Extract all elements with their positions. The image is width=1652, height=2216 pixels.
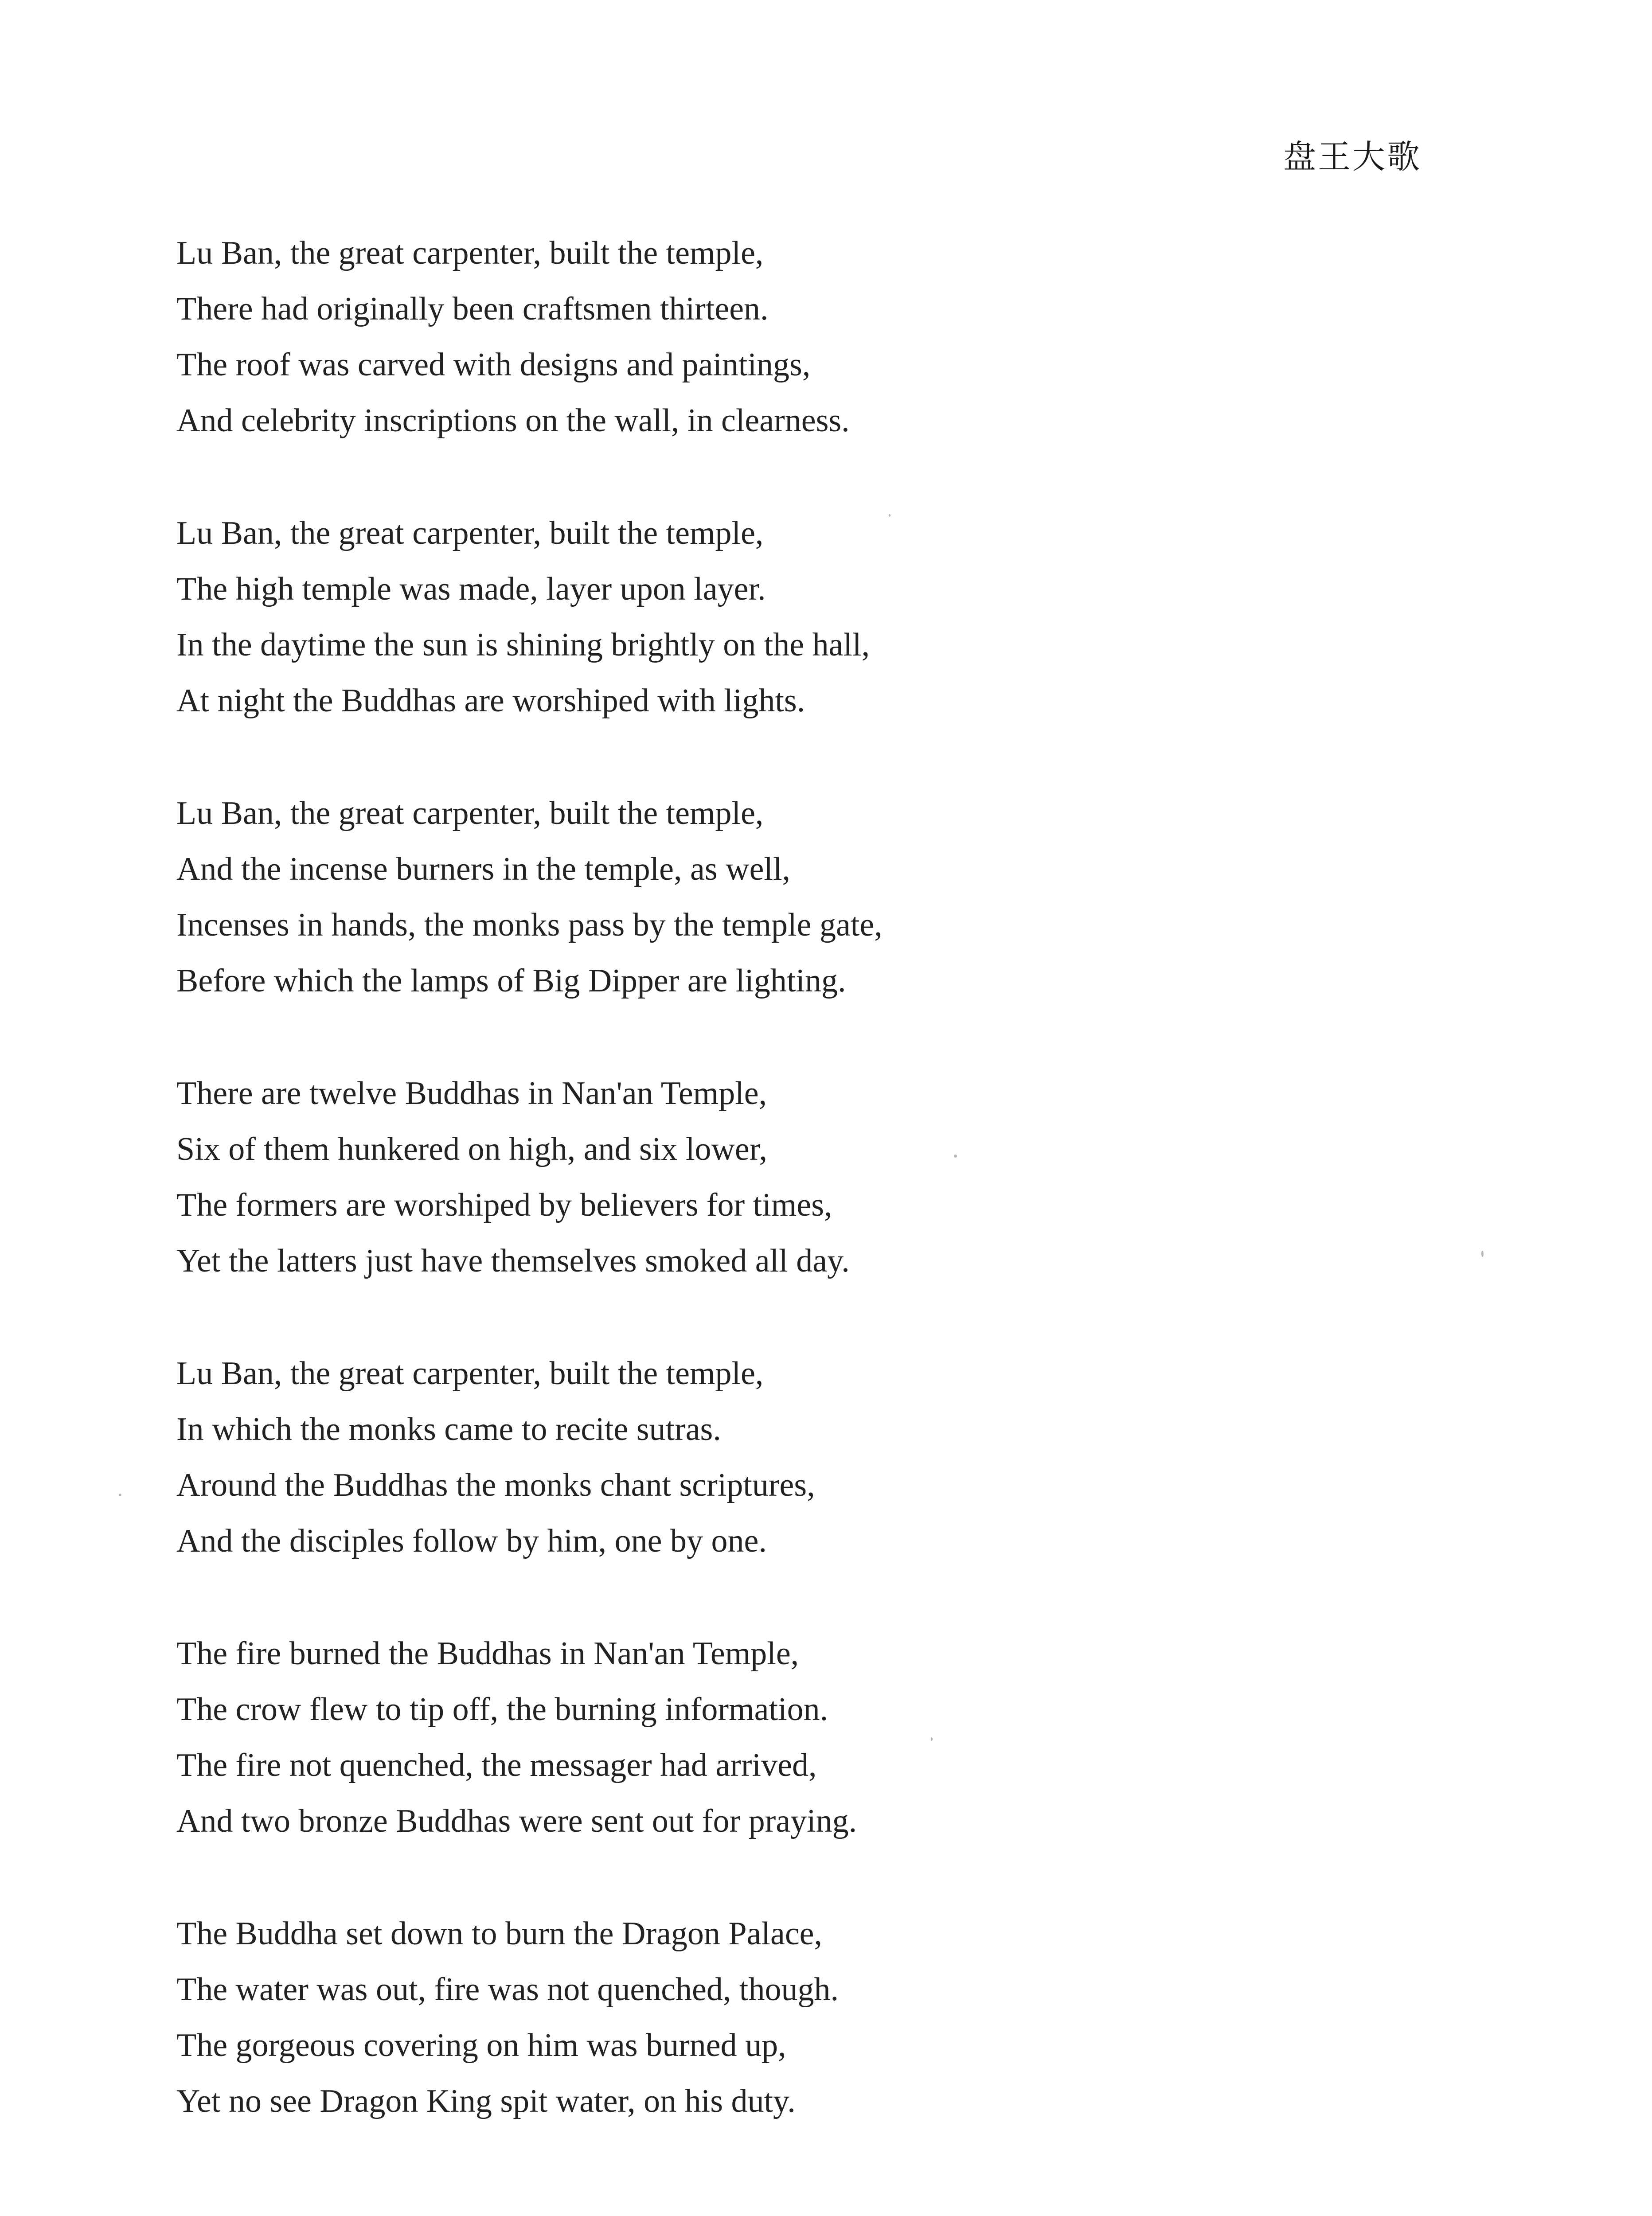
stanza	[176, 505, 1329, 729]
scan-speck	[931, 1737, 933, 1741]
stanza	[176, 785, 1329, 1009]
poem-line: The roof was carved with designs and paintings,	[176, 347, 811, 383]
poem-line: The water was out, fire was not quenched, though.	[176, 1971, 839, 2008]
poem-line: The Buddha set down to burn the Dragon Palace,	[176, 1916, 823, 1952]
scan-speck	[1481, 1251, 1484, 1257]
poem-line: Lu Ban, the great carpenter, built the temple,	[176, 515, 764, 551]
poem-line: Yet the latters just have themselves smoked all day.	[176, 1243, 850, 1279]
poem-line: The gorgeous covering on him was burned up,	[176, 2027, 786, 2064]
poem-line: At night the Buddhas are worshiped with lights.	[176, 683, 805, 719]
poem-line: Lu Ban, the great carpenter, built the temple,	[176, 1355, 764, 1392]
poem-line: The fire not quenched, the messager had arrived,	[176, 1747, 817, 1783]
running-header-title: 盘王大歌	[1283, 138, 1422, 176]
stanza	[176, 1906, 1329, 2129]
poem-line: The fire burned the Buddhas in Nan'an Temple,	[176, 1635, 799, 1672]
stanza	[176, 1346, 1329, 1569]
poem-line: Around the Buddhas the monks chant scriptures,	[176, 1467, 815, 1503]
poem-line: Lu Ban, the great carpenter, built the temple,	[176, 235, 764, 271]
poem-line: In the daytime the sun is shining brightly on the hall,	[176, 627, 870, 663]
poem-line: And two bronze Buddhas were sent out for praying.	[176, 1803, 857, 1839]
poem-line: Incenses in hands, the monks pass by the temple gate,	[176, 907, 883, 943]
scan-speck	[889, 514, 890, 517]
stanza	[176, 1626, 1329, 1849]
poem-line: There had originally been craftsmen thirteen.	[176, 291, 769, 327]
stanza	[176, 225, 1329, 449]
poem-line: There are twelve Buddhas in Nan'an Temple,	[176, 1075, 767, 1112]
scan-speck	[954, 1155, 957, 1158]
poem-line: The formers are worshiped by believers for times,	[176, 1187, 832, 1223]
stanza	[176, 1065, 1329, 1289]
poem-line: And the disciples follow by him, one by one.	[176, 1523, 767, 1559]
poem-line: In which the monks came to recite sutras.	[176, 1411, 721, 1447]
poem-line: Lu Ban, the great carpenter, built the temple,	[176, 795, 764, 831]
poem-body	[176, 225, 1329, 2186]
poem-line: Before which the lamps of Big Dipper are lighting.	[176, 963, 846, 999]
poem-line: The high temple was made, layer upon layer.	[176, 571, 766, 607]
poem-line: Yet no see Dragon King spit water, on his duty.	[176, 2083, 796, 2119]
poem-line: And celebrity inscriptions on the wall, in clearness.	[176, 402, 850, 439]
scan-speck	[119, 1494, 121, 1496]
poem-line: Six of them hunkered on high, and six lower,	[176, 1131, 767, 1167]
poem-line: The crow flew to tip off, the burning information.	[176, 1691, 828, 1728]
poem-line: And the incense burners in the temple, as well,	[176, 851, 791, 887]
